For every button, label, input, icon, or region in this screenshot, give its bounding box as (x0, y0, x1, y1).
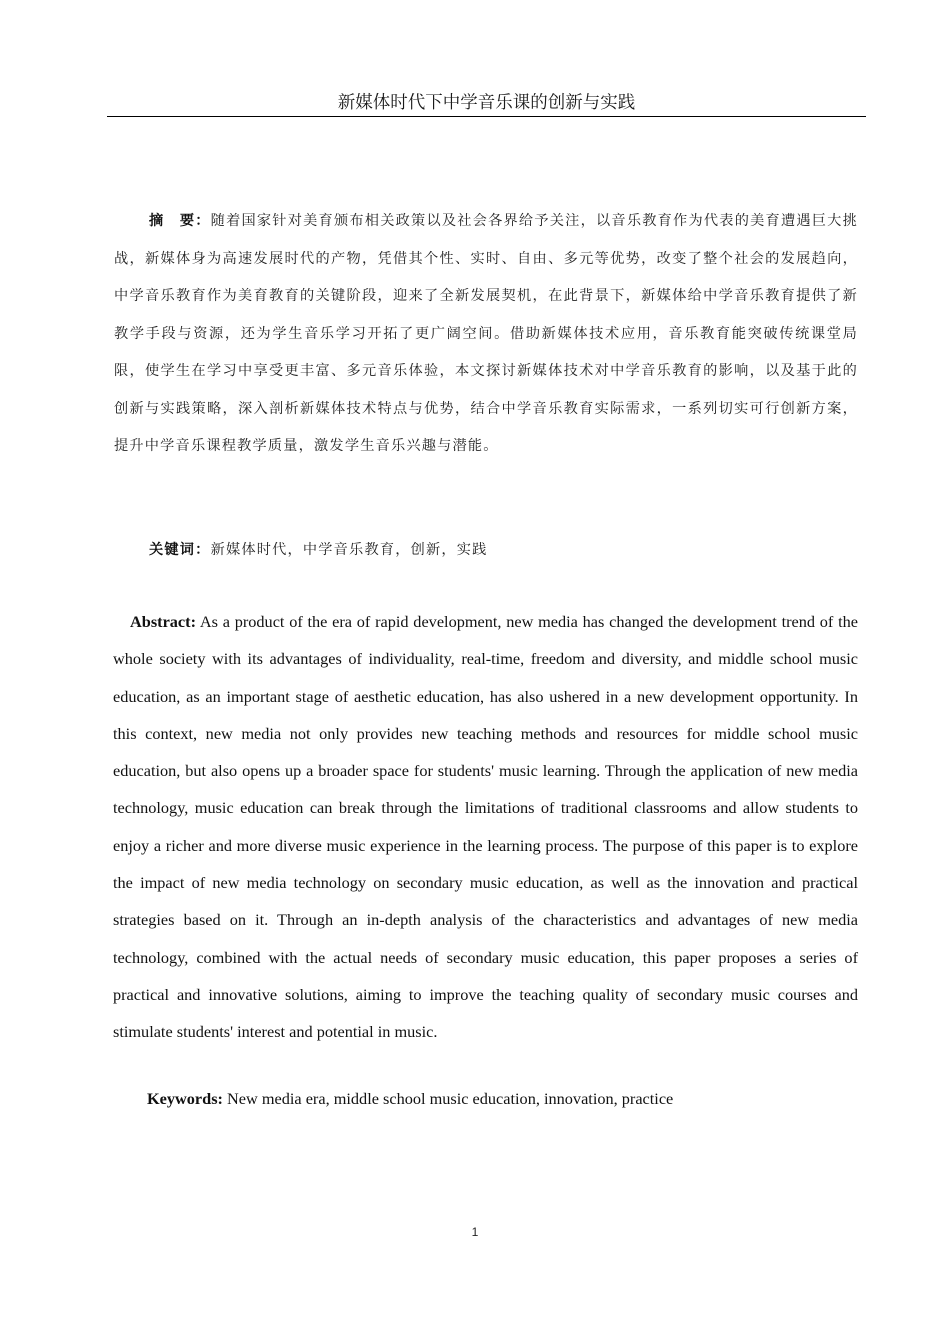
chinese-keywords-text: 新媒体时代，中学音乐教育，创新，实践 (210, 542, 488, 558)
chinese-abstract-label: 摘 要： (149, 213, 211, 229)
page-number: 1 (471, 1225, 479, 1239)
english-abstract-label: Abstract: (130, 612, 197, 631)
chinese-keywords (114, 533, 858, 567)
english-keywords-text: New media era, middle school music education, innovation, practice (227, 1089, 674, 1108)
chinese-abstract (114, 203, 858, 466)
chinese-keywords-label: 关键词： (149, 542, 211, 558)
english-abstract-text: As a product of the era of rapid development, new media has changed the development trend of the whole society with its advantages of individuality, real-time, freedom and diversity, and middle school music education, as an important stage of aesthetic education, has also ushered in a new development opportunity. In this context, new media not only provides new teaching methods and resources for middle school music education, but also opens up a broader space for students' music learning. Through the application of new media technology, music education can break through the limitations of traditional classrooms and allow students to enjoy a richer and more diverse music experience in the learning process. The purpose of this paper is to explore the impact of new media technology on secondary music education, as well as the innovation and practical strategies based on it. Through an in-depth analysis of the characteristics and advantages of new media technology, combined with the actual needs of secondary music education, this paper proposes a series of practical and innovative solutions, aiming to improve the teaching quality of secondary music courses and stimulate students' interest and potential in music. (113, 612, 858, 1042)
english-keywords (113, 1083, 858, 1115)
english-abstract (113, 603, 858, 1051)
chinese-abstract-text: 随着国家针对美育颁布相关政策以及社会各界给予关注，以音乐教育作为代表的美育遭遇巨大挑战，新媒体身为高速发展时代的产物，凭借其个性、实时、自由、多元等优势，改变了整个社会的发展趋向，中学音乐教育作为美育教育的关键阶段，迎来了全新发展契机，在此背景下，新媒体给中学音乐教育提供了新教学手段与资源，还为学生音乐学习开拓了更广阔空间。借助新媒体技术应用，音乐教育能突破传统课堂局限，使学生在学习中享受更丰富、多元音乐体验，本文探讨新媒体技术对中学音乐教育的影响，以及基于此的创新与实践策略，深入剖析新媒体技术特点与优势，结合中学音乐教育实际需求，一系列切实可行创新方案，提升中学音乐课程教学质量，激发学生音乐兴趣与潜能。 (114, 213, 858, 454)
english-keywords-label: Keywords: (147, 1089, 223, 1108)
page-header-title: 新媒体时代下中学音乐课的创新与实践 (107, 92, 866, 117)
